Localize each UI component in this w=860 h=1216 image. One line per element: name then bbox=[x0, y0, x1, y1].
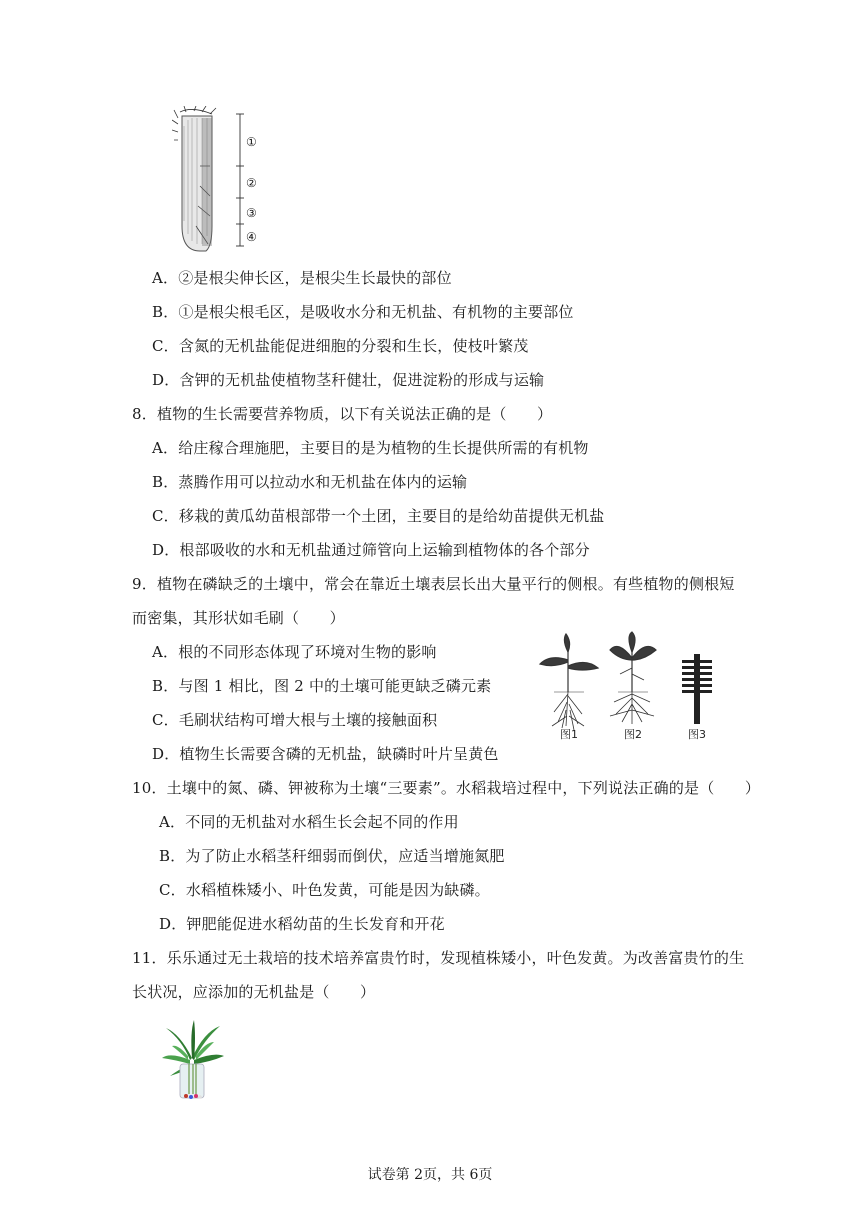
plant-figure-2 bbox=[610, 632, 656, 724]
q8-option-a: A．给庄稼合理施肥，主要目的是为植物的生长提供所需的有机物 bbox=[152, 439, 589, 457]
q9-option-c: C．毛刷状结构可增大根与土壤的接触面积 bbox=[152, 711, 438, 729]
plant-figure-1 bbox=[540, 634, 598, 730]
root-tip-label-4: ④ bbox=[246, 230, 257, 244]
glass-vase bbox=[180, 1064, 204, 1099]
q8-stem: 8．植物的生长需要营养物质，以下有关说法正确的是（ ） bbox=[132, 405, 553, 423]
q8-option-d: D．根部吸收的水和无机盐通过筛管向上运输到植物体的各个部分 bbox=[152, 541, 590, 559]
q8-option-b: B．蒸腾作用可以拉动水和无机盐在体内的运输 bbox=[152, 473, 468, 491]
q9-option-d: D．植物生长需要含磷的无机盐，缺磷时叶片呈黄色 bbox=[152, 745, 499, 763]
lucky-bamboo-figure bbox=[160, 1018, 226, 1104]
q9-stem-line1: 9．植物在磷缺乏的土壤中，常会在靠近土壤表层长出大量平行的侧根。有些植物的侧根短 bbox=[132, 575, 735, 593]
q11-stem-line2: 长状况，应添加的无机盐是（ ） bbox=[132, 983, 376, 1001]
page-footer: 试卷第 2页，共 6页 bbox=[367, 1167, 493, 1183]
q10-option-c: C．水稻植株矮小、叶色发黄，可能是因为缺磷。 bbox=[159, 881, 490, 899]
root-forms-figure bbox=[536, 630, 736, 742]
q7-option-a: A．②是根尖伸长区，是根尖生长最快的部位 bbox=[152, 269, 452, 287]
figure-caption-3: 图3 bbox=[688, 728, 706, 741]
q7-option-b: B．①是根尖根毛区，是吸收水分和无机盐、有机物的主要部位 bbox=[152, 303, 574, 321]
q9-stem-line2: 而密集，其形状如毛刷（ ） bbox=[132, 609, 345, 627]
q9-option-a: A．根的不同形态体现了环境对生物的影响 bbox=[152, 643, 437, 661]
root-tip-label-3: ③ bbox=[246, 206, 257, 220]
plant-figure-3 bbox=[682, 654, 712, 724]
q8-option-c: C．移栽的黄瓜幼苗根部带一个土团，主要目的是给幼苗提供无机盐 bbox=[152, 507, 605, 525]
q10-stem: 10．土壤中的氮、磷、钾被称为土壤“三要素”。水稻栽培过程中，下列说法正确的是（ ） bbox=[132, 779, 761, 797]
root-tip-figure bbox=[172, 106, 272, 256]
root-tip-scale bbox=[236, 114, 244, 246]
q11-stem-line1: 11．乐乐通过无土栽培的技术培养富贵竹时，发现植株矮小，叶色发黄。为改善富贵竹的生 bbox=[132, 949, 745, 967]
root-tip-drawing bbox=[172, 106, 216, 251]
figure-caption-1: 图1 bbox=[560, 728, 578, 741]
q7-option-c: C．含氮的无机盐能促进细胞的分裂和生长，使枝叶繁茂 bbox=[152, 337, 529, 355]
q7-option-d: D．含钾的无机盐使植物茎秆健壮，促进淀粉的形成与运输 bbox=[152, 371, 545, 389]
figure-caption-2: 图2 bbox=[624, 728, 642, 741]
root-tip-label-1: ① bbox=[246, 135, 257, 149]
q10-option-b: B．为了防止水稻茎秆细弱而倒伏，应适当增施氮肥 bbox=[159, 847, 505, 865]
root-tip-label-2: ② bbox=[246, 176, 257, 190]
q9-option-b: B．与图 1 相比，图 2 中的土壤可能更缺乏磷元素 bbox=[152, 677, 492, 695]
q10-option-d: D．钾肥能促进水稻幼苗的生长发育和开花 bbox=[159, 915, 445, 933]
q10-option-a: A．不同的无机盐对水稻生长会起不同的作用 bbox=[159, 813, 459, 831]
